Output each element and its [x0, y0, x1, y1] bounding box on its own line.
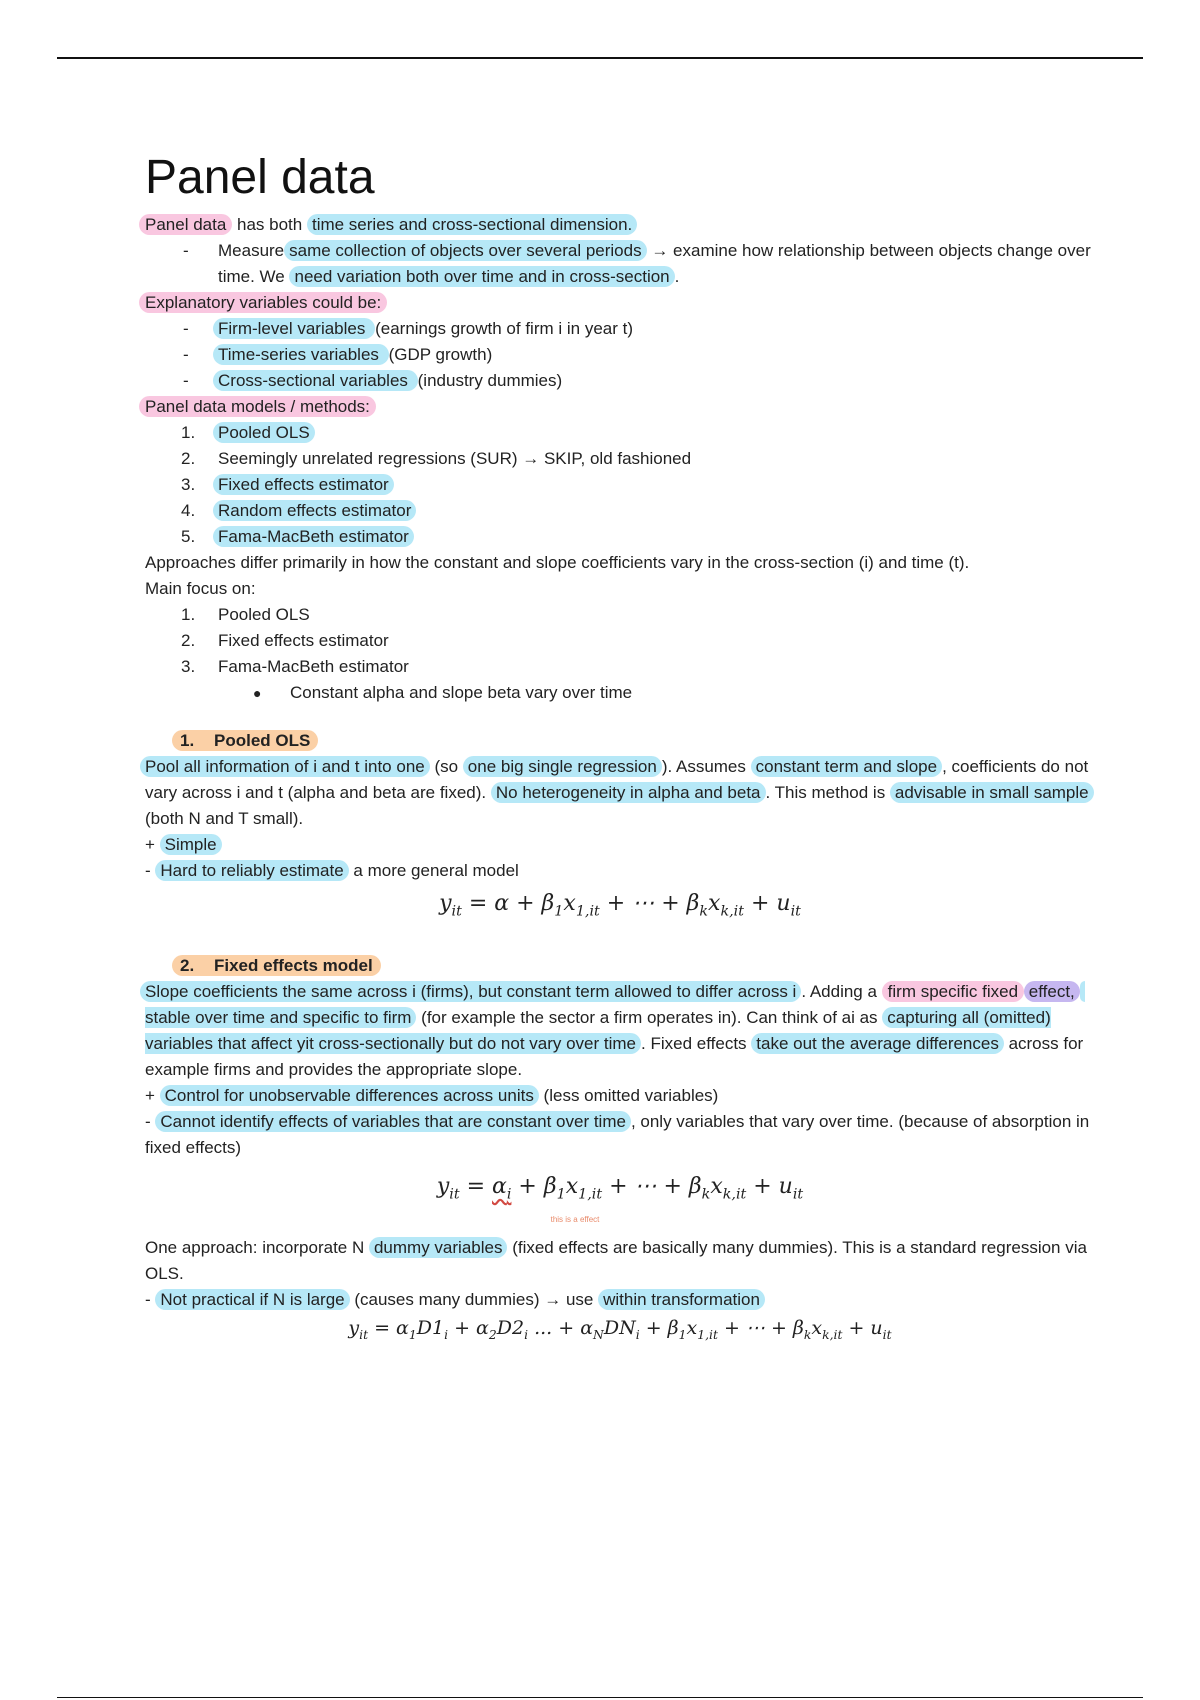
list-item: 1. Pooled OLS: [145, 420, 1095, 446]
top-rule: [57, 57, 1143, 59]
pooled-ols-paragraph: Pool all information of i and t into one (so one big single regression ). Assumes constant term and slope , coefficients do not vary across i and t (alpha and beta are fixed). No heterogeneity in alpha and beta . This method is advisable in small sample (both N and T small).: [145, 754, 1095, 832]
list-item: ● Constant alpha and slope beta vary over time: [145, 680, 1095, 706]
section-heading-fixed-effects: 2. Fixed effects model: [145, 953, 1095, 979]
highlight-dimension: time series and cross-sectional dimension.: [307, 214, 637, 235]
pooled-ols-equation: $y_{it} = \alpha + \beta_1x_{1,it}$ + ⋯ + $\beta_kx_{k,it} + u_{it}$: [439, 891, 801, 920]
list-item: - Firm-level variables (earnings growth of firm i in year t): [183, 319, 634, 338]
list-item: 2. Fixed effects estimator: [181, 631, 389, 650]
fixed-effects-equation: $y_{it} = \alpha_i + \beta_1x_{1,it}$ + ⋯ + $\beta_kx_{k,it} + u_{it}$: [436, 1174, 804, 1203]
page-title: Panel data: [145, 151, 375, 204]
highlight-panel-data: Panel data: [139, 214, 232, 235]
section-heading-pooled-ols: 1. Pooled OLS: [145, 728, 1095, 754]
focus-label: Main focus on:: [145, 579, 256, 598]
bullet-icon: ●: [253, 685, 262, 701]
document-page: [145, 150, 1095, 1350]
pooled-ols-pro: + Simple: [145, 832, 1095, 858]
bottom-rule: [57, 1697, 1143, 1698]
list-item: 1. Pooled OLS: [181, 605, 310, 624]
models-heading: Panel data models / methods:: [145, 394, 1095, 420]
explanatory-heading: Explanatory variables could be:: [145, 290, 1095, 316]
fixed-effects-paragraph: Slope coefficients the same across i (firms), but constant term allowed to differ across i . Adding a firm specific fixed effect, stable over time and specific to firm (for example the sector a firm operates in). Can think of ai as capturing all (omitted) variables that affect yit cross-sectionally but do not vary over time . Fixed effects take out the average differences across for example firms and provides the appropriate slope.: [145, 979, 1095, 1083]
list-item: - Time-series variables (GDP growth): [183, 345, 493, 364]
list-item: 5. Fama-MacBeth estimator: [145, 524, 1095, 550]
pooled-ols-con: - Hard to reliably estimate a more general model: [145, 861, 519, 880]
list-item: 4. Random effects estimator: [145, 498, 1095, 524]
models-list: [145, 420, 1095, 550]
approaches-text: Approaches differ primarily in how the constant and slope coefficients vary in the cross-section (i) and time (t).: [145, 553, 970, 572]
dummy-equation: $y_{it} = \alpha_1D1_i + \alpha_2D2_i$ ... + $\alpha_NDN_i + \beta_1x_{1,it}$ + ⋯ + $\beta_kx_{k,it} + u_{it}$: [348, 1316, 892, 1342]
fixed-effects-pro: + Control for unobservable differences across units (less omitted variables): [145, 1086, 719, 1106]
list-item: 2. Seemingly unrelated regressions (SUR) → SKIP, old fashioned: [181, 449, 692, 468]
list-item: - Cross-sectional variables (industry dummies): [183, 371, 563, 390]
list-item: 3. Fama-MacBeth estimator: [181, 657, 409, 676]
intro-line: Panel data has both time series and cross-sectional dimension.: [145, 212, 1095, 238]
not-practical-line: - Not practical if N is large (causes many dummies) → use within transformation: [145, 1287, 1095, 1313]
fixed-effects-con: - Cannot identify effects of variables that are constant over time , only variables that vary over time. (because of absorption in fixed effects): [145, 1112, 1090, 1158]
focus-list: [145, 602, 1095, 706]
dummy-approach-text: One approach: incorporate N dummy variables (fixed effects are basically many dummies). This is a standard regression via OLS.: [145, 1237, 1087, 1283]
explanatory-list: [145, 316, 1095, 394]
handwritten-note: this is a effect: [550, 1214, 600, 1224]
list-item: 3. Fixed effects estimator: [145, 472, 1095, 498]
measure-item: - Measure same collection of objects over several periods → examine how relationship between objects change over time. We need variation both over time and in cross-section .: [183, 241, 1091, 286]
